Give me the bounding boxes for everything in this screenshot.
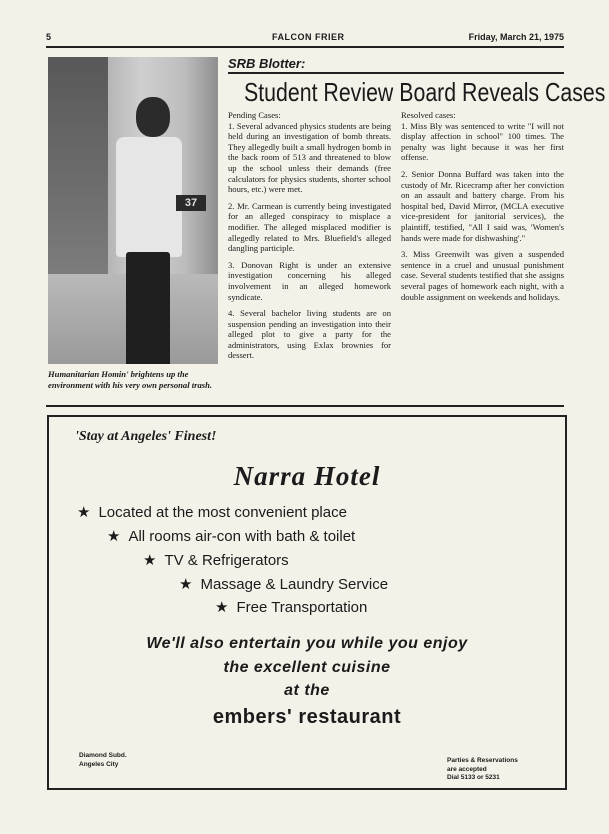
ad-tagline: 'Stay at Angeles' Finest! (75, 429, 217, 444)
masthead (46, 30, 564, 46)
feature-1 (77, 503, 347, 521)
resolved-case-2: 2. Senior Donna Buffard was taken into the custody of Mr. Ricecramp after her conviction on an assault and battery charge. From his hospital bed, David Mirror, (MCLA executive vice-president for janitorial services), the plaintiff, testified, "All I said was, 'Women's hands were made for dishwashing'." (401, 168, 564, 243)
news-photo (48, 57, 218, 364)
ad-pitch-line-2: the excellent cuisine (223, 659, 391, 676)
photo-wall (48, 57, 108, 277)
pending-case-1: 1. Several advanced physics students are being held during an investigation of bomb threats. They allegedly built a small hydrogen bomb in the back room of 513 and threatened to blow up the school unless their demands (free calculators for physics students, shorter school hours, etc.) were met. (228, 120, 391, 195)
kicker-rule (228, 72, 564, 74)
pending-case-4: 4. Several bachelor living students are on suspension pending an investigation into their alleged plot to give a party for the administrators, using Exlax brownies for dessert. (228, 308, 391, 361)
feature-4 (179, 575, 388, 593)
hotel-name: Narra Hotel (233, 461, 381, 491)
hotel-advertisement (47, 415, 567, 790)
star-icon: ★ (143, 552, 157, 569)
article-column-2 (401, 110, 564, 308)
feature-5 (215, 598, 367, 616)
photo-figure-head (136, 97, 170, 137)
restaurant-name: embers' restaurant (212, 706, 402, 728)
ad-pitch-line-1: We'll also entertain you while you enjoy (146, 635, 468, 652)
star-icon: ★ (77, 504, 91, 521)
masthead-rule (46, 46, 564, 48)
contact-line-2: are accepted (447, 765, 487, 773)
issue-date: Friday, March 21, 1975 (468, 32, 564, 42)
pending-case-2: 2. Mr. Carmean is currently being investigated for an alleged conspiracy to misplace a modifier. The alleged misplaced modifier is allegedly related to Mrs. Bluefield's alleged dangling participle. (228, 200, 391, 254)
feature-4-text: Massage & Laundry Service (200, 576, 389, 593)
contact-line-1: Parties & Reservations (447, 757, 518, 764)
ad-pitch-line-3: at the (284, 682, 330, 699)
ad-address (79, 751, 127, 769)
feature-2-text: All rooms air-con with bath & toilet (128, 528, 356, 545)
paper-name: FALCON FRIER (272, 32, 345, 42)
feature-5-text: Free Transportation (236, 599, 368, 616)
feature-3-text: TV & Refrigerators (164, 552, 289, 569)
contact-line-3: Dial 5133 or 5231 (447, 774, 500, 781)
photo-caption: Humanitarian Homin' brightens up the environment with his very own personal trash. (48, 369, 213, 390)
resolved-heading: Resolved cases: (401, 110, 456, 120)
feature-3 (143, 551, 289, 569)
article-kicker: SRB Blotter: (228, 56, 306, 71)
pending-case-3: 3. Donovan Right is under an extensive investigation concerning his alleged involvement in an alleged homework syndicate. (228, 259, 391, 302)
section-rule (46, 405, 564, 407)
page-number: 5 (46, 32, 52, 42)
star-icon: ★ (107, 528, 121, 545)
address-line-2: Angeles City (79, 761, 119, 768)
resolved-case-1: 1. Miss Bly was sentenced to write "I will not display affection in school" 100 times. The penalty was light because it was her first offense. (401, 120, 564, 163)
feature-1-text: Located at the most convenient place (98, 504, 347, 521)
photo-figure-legs (126, 252, 170, 364)
article-column-1 (228, 110, 391, 367)
address-line-1: Diamond Subd. (79, 752, 127, 759)
star-icon: ★ (179, 576, 193, 593)
resolved-case-3: 3. Miss Greenwilt was given a suspended sentence in a cruel and unusual punishment case. Several students testified that she assigns several pages of homework each night, with a double assignment on weekends and holidays. (401, 249, 564, 302)
photo-figure-body (116, 137, 182, 257)
article-headline: Student Review Board Reveals Cases (244, 77, 606, 107)
star-icon: ★ (215, 599, 229, 616)
feature-2 (107, 527, 355, 545)
ad-contact (447, 757, 518, 783)
room-number-sign: 37 (176, 195, 206, 211)
pending-heading: Pending Cases: (228, 110, 281, 120)
